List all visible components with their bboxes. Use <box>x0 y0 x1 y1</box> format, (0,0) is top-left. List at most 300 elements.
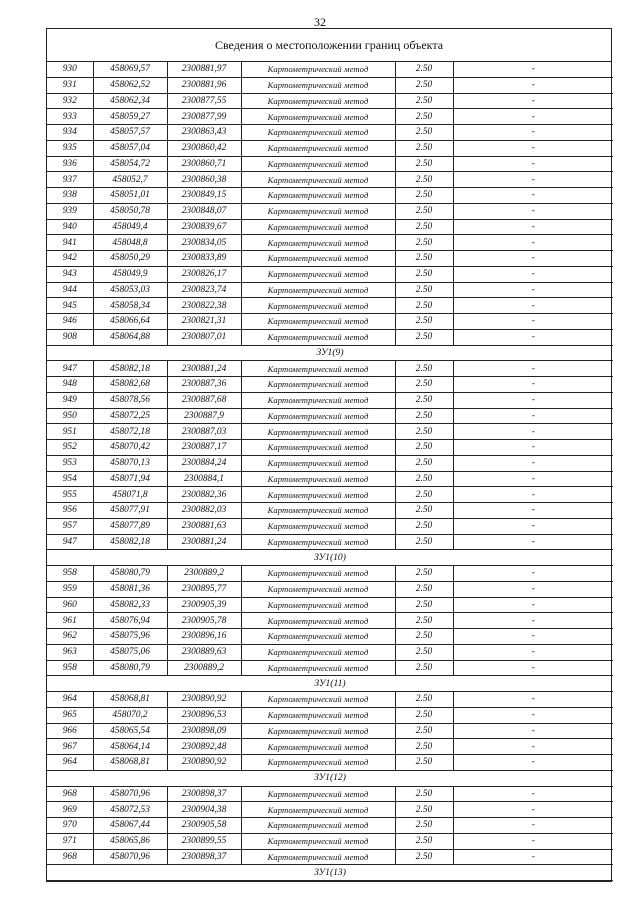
method-cell: Картометрический метод <box>241 739 395 755</box>
point-number-cell: 939 <box>47 203 93 219</box>
y-coordinate-cell: 2300884,1 <box>167 471 241 487</box>
description-cell: - <box>453 203 613 219</box>
accuracy-cell: 2.50 <box>395 188 453 204</box>
method-cell: Картометрический метод <box>241 62 395 77</box>
table-row <box>47 518 613 534</box>
table-row <box>47 251 613 267</box>
x-coordinate-cell: 458062,34 <box>93 93 167 109</box>
method-cell: Картометрический метод <box>241 93 395 109</box>
x-coordinate-cell: 458075,06 <box>93 644 167 660</box>
x-coordinate-cell: 458075,96 <box>93 629 167 645</box>
table-row <box>47 707 613 723</box>
description-cell: - <box>453 644 613 660</box>
x-coordinate-cell: 458070,42 <box>93 440 167 456</box>
accuracy-cell: 2.50 <box>395 818 453 834</box>
y-coordinate-cell: 2300881,97 <box>167 62 241 77</box>
point-number-cell: 962 <box>47 629 93 645</box>
y-coordinate-cell: 2300889,63 <box>167 644 241 660</box>
accuracy-cell: 2.50 <box>395 581 453 597</box>
table-row <box>47 219 613 235</box>
description-cell: - <box>453 534 613 550</box>
method-cell: Картометрический метод <box>241 377 395 393</box>
table-row <box>47 786 613 802</box>
table-row <box>47 471 613 487</box>
x-coordinate-cell: 458072,53 <box>93 802 167 818</box>
y-coordinate-cell: 2300889,2 <box>167 566 241 582</box>
y-coordinate-cell: 2300823,74 <box>167 282 241 298</box>
method-cell: Картометрический метод <box>241 518 395 534</box>
method-cell: Картометрический метод <box>241 818 395 834</box>
description-cell: - <box>453 251 613 267</box>
x-coordinate-cell: 458049,9 <box>93 266 167 282</box>
accuracy-cell: 2.50 <box>395 786 453 802</box>
y-coordinate-cell: 2300833,89 <box>167 251 241 267</box>
method-cell: Картометрический метод <box>241 534 395 550</box>
point-number-cell: 908 <box>47 329 93 345</box>
accuracy-cell: 2.50 <box>395 156 453 172</box>
point-number-cell: 963 <box>47 644 93 660</box>
point-number-cell: 944 <box>47 282 93 298</box>
accuracy-cell: 2.50 <box>395 707 453 723</box>
group-label: ЗУ1(10) <box>47 550 613 566</box>
group-header-row <box>47 550 613 566</box>
y-coordinate-cell: 2300877,99 <box>167 109 241 125</box>
point-number-cell: 958 <box>47 566 93 582</box>
x-coordinate-cell: 458071,94 <box>93 471 167 487</box>
description-cell: - <box>453 188 613 204</box>
table-row <box>47 487 613 503</box>
method-cell: Картометрический метод <box>241 566 395 582</box>
x-coordinate-cell: 458064,88 <box>93 329 167 345</box>
group-label: ЗУ1(12) <box>47 770 613 786</box>
description-cell: - <box>453 755 613 771</box>
accuracy-cell: 2.50 <box>395 455 453 471</box>
point-number-cell: 970 <box>47 818 93 834</box>
y-coordinate-cell: 2300860,71 <box>167 156 241 172</box>
x-coordinate-cell: 458049,4 <box>93 219 167 235</box>
accuracy-cell: 2.50 <box>395 660 453 676</box>
y-coordinate-cell: 2300834,05 <box>167 235 241 251</box>
y-coordinate-cell: 2300887,9 <box>167 408 241 424</box>
table-row <box>47 440 613 456</box>
point-number-cell: 953 <box>47 455 93 471</box>
x-coordinate-cell: 458048,8 <box>93 235 167 251</box>
y-coordinate-cell: 2300821,31 <box>167 314 241 330</box>
description-cell: - <box>453 235 613 251</box>
x-coordinate-cell: 458052,7 <box>93 172 167 188</box>
table-row <box>47 597 613 613</box>
group-header-row <box>47 770 613 786</box>
accuracy-cell: 2.50 <box>395 377 453 393</box>
accuracy-cell: 2.50 <box>395 62 453 77</box>
description-cell: - <box>453 282 613 298</box>
point-number-cell: 946 <box>47 314 93 330</box>
method-cell: Картометрический метод <box>241 597 395 613</box>
y-coordinate-cell: 2300896,16 <box>167 629 241 645</box>
method-cell: Картометрический метод <box>241 235 395 251</box>
point-number-cell: 931 <box>47 77 93 93</box>
y-coordinate-cell: 2300887,17 <box>167 440 241 456</box>
point-number-cell: 958 <box>47 660 93 676</box>
x-coordinate-cell: 458078,56 <box>93 392 167 408</box>
x-coordinate-cell: 458051,01 <box>93 188 167 204</box>
description-cell: - <box>453 518 613 534</box>
method-cell: Картометрический метод <box>241 109 395 125</box>
accuracy-cell: 2.50 <box>395 77 453 93</box>
y-coordinate-cell: 2300898,09 <box>167 723 241 739</box>
x-coordinate-cell: 458072,18 <box>93 424 167 440</box>
y-coordinate-cell: 2300826,17 <box>167 266 241 282</box>
method-cell: Картометрический метод <box>241 361 395 377</box>
accuracy-cell: 2.50 <box>395 613 453 629</box>
description-cell: - <box>453 471 613 487</box>
method-cell: Картометрический метод <box>241 786 395 802</box>
description-cell: - <box>453 723 613 739</box>
y-coordinate-cell: 2300848,07 <box>167 203 241 219</box>
page-number: 32 <box>314 15 326 29</box>
method-cell: Картометрический метод <box>241 314 395 330</box>
table-row <box>47 849 613 865</box>
y-coordinate-cell: 2300896,53 <box>167 707 241 723</box>
method-cell: Картометрический метод <box>241 266 395 282</box>
description-cell: - <box>453 361 613 377</box>
table-row <box>47 172 613 188</box>
group-header-row <box>47 345 613 361</box>
y-coordinate-cell: 2300882,03 <box>167 503 241 519</box>
x-coordinate-cell: 458057,04 <box>93 140 167 156</box>
description-cell: - <box>453 424 613 440</box>
method-cell: Картометрический метод <box>241 849 395 865</box>
group-label: ЗУ1(9) <box>47 345 613 361</box>
description-cell: - <box>453 392 613 408</box>
table-row <box>47 408 613 424</box>
description-cell: - <box>453 455 613 471</box>
table-title: Сведения о местоположении границ объекта <box>47 29 611 62</box>
x-coordinate-cell: 458057,57 <box>93 125 167 141</box>
description-cell: - <box>453 156 613 172</box>
accuracy-cell: 2.50 <box>395 408 453 424</box>
y-coordinate-cell: 2300905,39 <box>167 597 241 613</box>
point-number-cell: 971 <box>47 833 93 849</box>
table-row <box>47 755 613 771</box>
method-cell: Картометрический метод <box>241 613 395 629</box>
description-cell: - <box>453 172 613 188</box>
description-cell: - <box>453 93 613 109</box>
method-cell: Картометрический метод <box>241 503 395 519</box>
table-row <box>47 392 613 408</box>
method-cell: Картометрический метод <box>241 172 395 188</box>
description-cell: - <box>453 818 613 834</box>
boundary-points-table <box>47 62 613 881</box>
method-cell: Картометрический метод <box>241 440 395 456</box>
description-cell: - <box>453 377 613 393</box>
y-coordinate-cell: 2300863,43 <box>167 125 241 141</box>
x-coordinate-cell: 458067,44 <box>93 818 167 834</box>
method-cell: Картометрический метод <box>241 833 395 849</box>
table-row <box>47 613 613 629</box>
accuracy-cell: 2.50 <box>395 503 453 519</box>
point-number-cell: 936 <box>47 156 93 172</box>
table-row <box>47 93 613 109</box>
method-cell: Картометрический метод <box>241 424 395 440</box>
point-number-cell: 957 <box>47 518 93 534</box>
x-coordinate-cell: 458050,78 <box>93 203 167 219</box>
x-coordinate-cell: 458080,79 <box>93 660 167 676</box>
method-cell: Картометрический метод <box>241 707 395 723</box>
method-cell: Картометрический метод <box>241 188 395 204</box>
accuracy-cell: 2.50 <box>395 172 453 188</box>
accuracy-cell: 2.50 <box>395 219 453 235</box>
y-coordinate-cell: 2300887,36 <box>167 377 241 393</box>
table-row <box>47 566 613 582</box>
description-cell: - <box>453 109 613 125</box>
x-coordinate-cell: 458082,18 <box>93 534 167 550</box>
y-coordinate-cell: 2300807,01 <box>167 329 241 345</box>
method-cell: Картометрический метод <box>241 408 395 424</box>
accuracy-cell: 2.50 <box>395 361 453 377</box>
accuracy-cell: 2.50 <box>395 739 453 755</box>
x-coordinate-cell: 458065,86 <box>93 833 167 849</box>
table-row <box>47 629 613 645</box>
accuracy-cell: 2.50 <box>395 566 453 582</box>
group-label: ЗУ1(11) <box>47 676 613 692</box>
group-header-row <box>47 865 613 881</box>
accuracy-cell: 2.50 <box>395 518 453 534</box>
x-coordinate-cell: 458076,94 <box>93 613 167 629</box>
point-number-cell: 932 <box>47 93 93 109</box>
y-coordinate-cell: 2300877,55 <box>167 93 241 109</box>
x-coordinate-cell: 458068,81 <box>93 692 167 708</box>
x-coordinate-cell: 458058,34 <box>93 298 167 314</box>
table-row <box>47 62 613 77</box>
y-coordinate-cell: 2300860,38 <box>167 172 241 188</box>
description-cell: - <box>453 613 613 629</box>
table-row <box>47 361 613 377</box>
point-number-cell: 968 <box>47 849 93 865</box>
table-row <box>47 298 613 314</box>
table-row <box>47 235 613 251</box>
point-number-cell: 954 <box>47 471 93 487</box>
x-coordinate-cell: 458068,81 <box>93 755 167 771</box>
x-coordinate-cell: 458054,72 <box>93 156 167 172</box>
table-row <box>47 503 613 519</box>
x-coordinate-cell: 458050,29 <box>93 251 167 267</box>
x-coordinate-cell: 458065,54 <box>93 723 167 739</box>
table-row <box>47 802 613 818</box>
x-coordinate-cell: 458070,96 <box>93 849 167 865</box>
point-number-cell: 940 <box>47 219 93 235</box>
accuracy-cell: 2.50 <box>395 314 453 330</box>
table-row <box>47 109 613 125</box>
x-coordinate-cell: 458072,25 <box>93 408 167 424</box>
point-number-cell: 938 <box>47 188 93 204</box>
method-cell: Картометрический метод <box>241 755 395 771</box>
y-coordinate-cell: 2300881,96 <box>167 77 241 93</box>
accuracy-cell: 2.50 <box>395 487 453 503</box>
description-cell: - <box>453 219 613 235</box>
y-coordinate-cell: 2300904,38 <box>167 802 241 818</box>
table-row <box>47 455 613 471</box>
accuracy-cell: 2.50 <box>395 109 453 125</box>
table-body <box>47 62 613 881</box>
x-coordinate-cell: 458071,8 <box>93 487 167 503</box>
description-cell: - <box>453 802 613 818</box>
method-cell: Картометрический метод <box>241 77 395 93</box>
table-row <box>47 282 613 298</box>
point-number-cell: 930 <box>47 62 93 77</box>
point-number-cell: 968 <box>47 786 93 802</box>
description-cell: - <box>453 440 613 456</box>
y-coordinate-cell: 2300899,55 <box>167 833 241 849</box>
method-cell: Картометрический метод <box>241 802 395 818</box>
y-coordinate-cell: 2300898,37 <box>167 849 241 865</box>
accuracy-cell: 2.50 <box>395 597 453 613</box>
y-coordinate-cell: 2300905,78 <box>167 613 241 629</box>
description-cell: - <box>453 849 613 865</box>
y-coordinate-cell: 2300884,24 <box>167 455 241 471</box>
y-coordinate-cell: 2300839,67 <box>167 219 241 235</box>
description-cell: - <box>453 739 613 755</box>
y-coordinate-cell: 2300887,03 <box>167 424 241 440</box>
method-cell: Картометрический метод <box>241 487 395 503</box>
x-coordinate-cell: 458070,2 <box>93 707 167 723</box>
table-row <box>47 377 613 393</box>
table-row <box>47 739 613 755</box>
accuracy-cell: 2.50 <box>395 849 453 865</box>
x-coordinate-cell: 458064,14 <box>93 739 167 755</box>
table-row <box>47 581 613 597</box>
table-row <box>47 644 613 660</box>
method-cell: Картометрический метод <box>241 692 395 708</box>
point-number-cell: 943 <box>47 266 93 282</box>
table-row <box>47 156 613 172</box>
method-cell: Картометрический метод <box>241 125 395 141</box>
y-coordinate-cell: 2300892,48 <box>167 739 241 755</box>
description-cell: - <box>453 62 613 77</box>
group-label: ЗУ1(13) <box>47 865 613 881</box>
accuracy-cell: 2.50 <box>395 93 453 109</box>
accuracy-cell: 2.50 <box>395 833 453 849</box>
method-cell: Картометрический метод <box>241 219 395 235</box>
point-number-cell: 965 <box>47 707 93 723</box>
point-number-cell: 947 <box>47 534 93 550</box>
table-row <box>47 140 613 156</box>
point-number-cell: 935 <box>47 140 93 156</box>
x-coordinate-cell: 458070,96 <box>93 786 167 802</box>
accuracy-cell: 2.50 <box>395 125 453 141</box>
description-cell: - <box>453 597 613 613</box>
x-coordinate-cell: 458082,18 <box>93 361 167 377</box>
method-cell: Картометрический метод <box>241 660 395 676</box>
point-number-cell: 948 <box>47 377 93 393</box>
point-number-cell: 937 <box>47 172 93 188</box>
accuracy-cell: 2.50 <box>395 392 453 408</box>
table-row <box>47 723 613 739</box>
x-coordinate-cell: 458082,68 <box>93 377 167 393</box>
x-coordinate-cell: 458070,13 <box>93 455 167 471</box>
description-cell: - <box>453 786 613 802</box>
description-cell: - <box>453 833 613 849</box>
point-number-cell: 964 <box>47 755 93 771</box>
x-coordinate-cell: 458059,27 <box>93 109 167 125</box>
description-cell: - <box>453 707 613 723</box>
accuracy-cell: 2.50 <box>395 629 453 645</box>
table-row <box>47 818 613 834</box>
group-header-row <box>47 676 613 692</box>
x-coordinate-cell: 458053,03 <box>93 282 167 298</box>
point-number-cell: 949 <box>47 392 93 408</box>
y-coordinate-cell: 2300881,24 <box>167 361 241 377</box>
y-coordinate-cell: 2300849,15 <box>167 188 241 204</box>
method-cell: Картометрический метод <box>241 455 395 471</box>
method-cell: Картометрический метод <box>241 644 395 660</box>
description-cell: - <box>453 314 613 330</box>
description-cell: - <box>453 408 613 424</box>
description-cell: - <box>453 77 613 93</box>
table-row <box>47 692 613 708</box>
accuracy-cell: 2.50 <box>395 534 453 550</box>
accuracy-cell: 2.50 <box>395 471 453 487</box>
description-cell: - <box>453 140 613 156</box>
accuracy-cell: 2.50 <box>395 266 453 282</box>
description-cell: - <box>453 692 613 708</box>
point-number-cell: 951 <box>47 424 93 440</box>
accuracy-cell: 2.50 <box>395 203 453 219</box>
method-cell: Картометрический метод <box>241 203 395 219</box>
x-coordinate-cell: 458066,64 <box>93 314 167 330</box>
accuracy-cell: 2.50 <box>395 755 453 771</box>
accuracy-cell: 2.50 <box>395 692 453 708</box>
method-cell: Картометрический метод <box>241 723 395 739</box>
accuracy-cell: 2.50 <box>395 282 453 298</box>
table-row <box>47 188 613 204</box>
table-row <box>47 77 613 93</box>
accuracy-cell: 2.50 <box>395 440 453 456</box>
accuracy-cell: 2.50 <box>395 235 453 251</box>
description-cell: - <box>453 503 613 519</box>
y-coordinate-cell: 2300887,68 <box>167 392 241 408</box>
point-number-cell: 934 <box>47 125 93 141</box>
table-row <box>47 424 613 440</box>
description-cell: - <box>453 566 613 582</box>
accuracy-cell: 2.50 <box>395 298 453 314</box>
accuracy-cell: 2.50 <box>395 251 453 267</box>
y-coordinate-cell: 2300889,2 <box>167 660 241 676</box>
description-cell: - <box>453 298 613 314</box>
description-cell: - <box>453 581 613 597</box>
point-number-cell: 960 <box>47 597 93 613</box>
accuracy-cell: 2.50 <box>395 329 453 345</box>
method-cell: Картометрический метод <box>241 392 395 408</box>
point-number-cell: 933 <box>47 109 93 125</box>
point-number-cell: 941 <box>47 235 93 251</box>
method-cell: Картометрический метод <box>241 140 395 156</box>
table-row <box>47 314 613 330</box>
y-coordinate-cell: 2300881,63 <box>167 518 241 534</box>
point-number-cell: 961 <box>47 613 93 629</box>
table-row <box>47 534 613 550</box>
y-coordinate-cell: 2300890,92 <box>167 755 241 771</box>
y-coordinate-cell: 2300881,24 <box>167 534 241 550</box>
description-cell: - <box>453 487 613 503</box>
point-number-cell: 952 <box>47 440 93 456</box>
point-number-cell: 942 <box>47 251 93 267</box>
method-cell: Картометрический метод <box>241 298 395 314</box>
x-coordinate-cell: 458081,36 <box>93 581 167 597</box>
point-number-cell: 969 <box>47 802 93 818</box>
x-coordinate-cell: 458062,52 <box>93 77 167 93</box>
y-coordinate-cell: 2300898,37 <box>167 786 241 802</box>
